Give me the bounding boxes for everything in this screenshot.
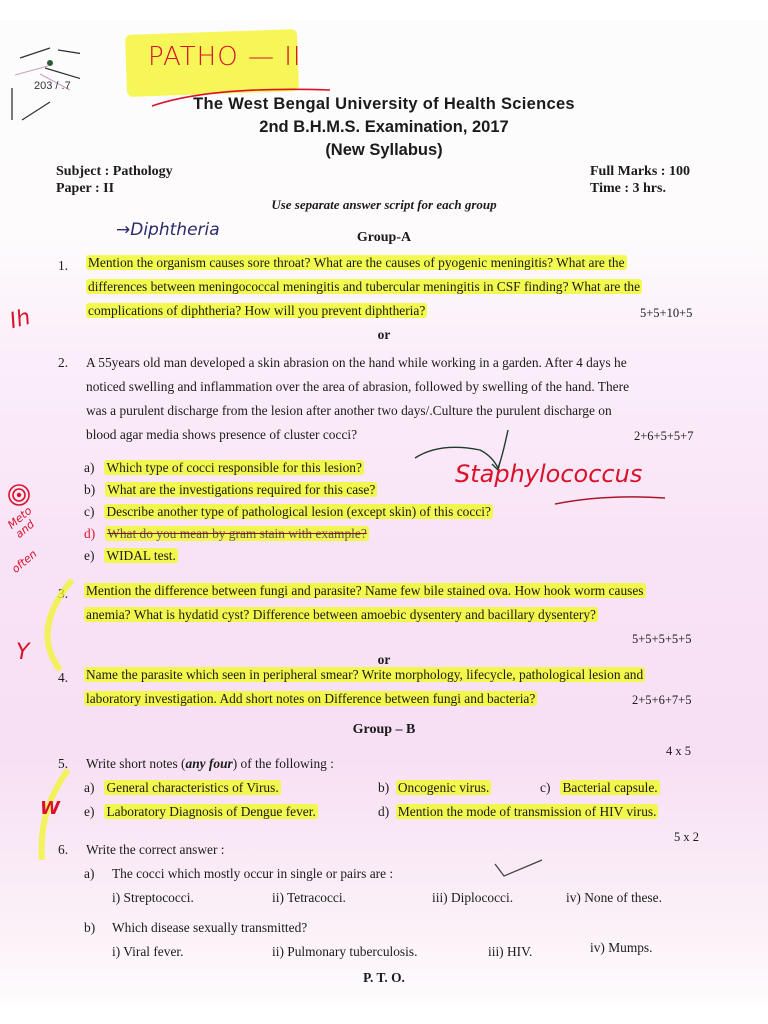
margin-note: Meto and (5, 504, 38, 541)
item-text: Mention the mode of transmission of HIV virus. (397, 804, 657, 819)
question-marks: 5 x 2 (674, 830, 699, 844)
group-a-title: Group-A (356, 230, 412, 245)
subquestion-label: e) (84, 548, 95, 563)
question-number: 6. (58, 842, 69, 857)
subquestion-text: WIDAL test. (106, 548, 176, 563)
mcq-option: i) Viral fever. (112, 944, 184, 959)
subject-label: Subject : Pathology (56, 164, 173, 179)
handwritten-answer: Staphylococcus (455, 460, 643, 488)
mcq-question: Which disease sexually transmitted? (112, 920, 308, 935)
university-name: The West Bengal University of Health Sciences (193, 95, 575, 113)
short-note-item (84, 780, 281, 795)
question-number: 4. (58, 670, 69, 685)
handwritten-title: PATHO — II (148, 42, 302, 72)
short-note-item (540, 780, 660, 795)
question-text: laboratory investigation. Add short notes on Difference between fungi and bacteria? (86, 691, 536, 706)
mcq-option: iii) HIV. (488, 944, 533, 959)
mcq-label: a) (84, 866, 95, 881)
group-b-title: Group – B (352, 722, 416, 737)
item-label: b) (378, 780, 390, 795)
question-5-stem (86, 756, 334, 771)
question-marks: 5+5+10+5 (640, 306, 693, 320)
item-label: e) (84, 804, 95, 819)
short-note-item (84, 804, 318, 819)
subquestion-label: a) (84, 460, 95, 475)
question-4 (84, 667, 724, 706)
exam-title: 2nd B.H.M.S. Examination, 2017 (259, 118, 509, 136)
mcq-option: iii) Diplococci. (432, 890, 514, 905)
subquestion-text: What do you mean by gram stain with example? (107, 526, 367, 541)
margin-mark: W (40, 798, 60, 819)
short-note-item (378, 804, 658, 819)
question-marks: 4 x 5 (666, 744, 691, 758)
subquestion-text: What are the investigations required for this case? (107, 482, 376, 497)
mcq-option: i) Streptococci. (112, 890, 194, 905)
question-1 (86, 255, 716, 318)
mcq-question: The cocci which mostly occur in single or pairs are : (112, 866, 394, 881)
question-6-stem: Write the correct answer : (86, 842, 225, 857)
question-number: 5. (58, 756, 69, 771)
mcq-label: b) (84, 920, 96, 935)
full-marks: Full Marks : 100 (590, 164, 690, 179)
mcq-option: ii) Pulmonary tuberculosis. (272, 944, 418, 959)
question-number: 3. (58, 586, 69, 601)
instruction-text: Use separate answer script for each group (271, 197, 497, 212)
question-text: Mention the organism causes sore throat? What are the causes of pyogenic meningitis? What are the (88, 255, 625, 270)
mcq-option: iv) None of these. (566, 890, 662, 905)
question-number: 1. (58, 258, 69, 273)
item-text: Bacterial capsule. (562, 780, 658, 795)
question-text: Mention the difference between fungi and parasite? Name few bile stained ova. How hook worm causes (86, 583, 644, 598)
handwritten-note-diphtheria: →Diphtheria (116, 220, 220, 240)
mcq-option: iv) Mumps. (590, 940, 653, 955)
question-3 (84, 583, 724, 622)
stem-emphasis: any four (185, 756, 233, 771)
time-allowed: Time : 3 hrs. (590, 181, 666, 196)
question-text: Name the parasite which seen in peripheral smear? Write morphology, lifecycle, pathological lesion and (86, 667, 644, 682)
page-turn-note: P. T. O. (363, 970, 405, 985)
question-text: noticed swelling and inflammation over the area of abrasion, followed by swelling of the hand. There (86, 379, 630, 394)
margin-note: often (9, 547, 40, 576)
subquestion-label: c) (84, 504, 95, 519)
question-marks: 5+5+5+5+5 (632, 632, 692, 646)
or-separator: or (377, 327, 391, 342)
subquestion-label: d) (84, 526, 96, 541)
question-2 (86, 355, 716, 442)
subquestion-text: Which type of cocci responsible for this lesion? (106, 460, 362, 475)
question-number: 2. (58, 355, 69, 370)
question-text: was a purulent discharge from the lesion after another two days/.Culture the purulent discharge on (86, 403, 612, 418)
margin-mark: Ih (7, 304, 34, 335)
question-text: blood agar media shows presence of cluster cocci? (86, 427, 358, 442)
question-text: A 55years old man developed a skin abrasion on the hand while working in a garden. After 4 days he (86, 355, 627, 370)
underline-stroke-icon (555, 490, 675, 510)
paper-label: Paper : II (56, 181, 115, 196)
question-marks: 2+5+6+7+5 (632, 693, 692, 707)
item-label: d) (378, 804, 390, 819)
item-label: c) (540, 780, 551, 795)
checkmark-icon (490, 856, 550, 880)
item-label: a) (84, 780, 95, 795)
question-text: differences between meningococcal meningitis and tubercular meningitis in CSF finding? What are the (88, 279, 641, 294)
exam-paper-sheet (0, 20, 768, 1005)
short-note-item (378, 780, 491, 795)
subquestion-text: Describe another type of pathological lesion (except skin) of this cocci? (106, 504, 491, 519)
margin-mark: Y (16, 640, 30, 665)
stem-text: Write short notes ( (86, 756, 186, 771)
item-text: General characteristics of Virus. (106, 780, 279, 795)
question-text: complications of diphtheria? How will you prevent diphtheria? (88, 303, 426, 318)
question-text: anemia? What is hydatid cyst? Difference between amoebic dysentery and bacillary dysentery? (86, 607, 596, 622)
stem-text: ) of the following : (232, 756, 334, 771)
syllabus-label: (New Syllabus) (325, 141, 443, 159)
or-separator: or (377, 652, 391, 667)
item-text: Laboratory Diagnosis of Dengue fever. (106, 804, 316, 819)
item-text: Oncogenic virus. (397, 780, 490, 795)
paper-code: 203 / .7 (34, 80, 71, 92)
question-marks: 2+6+5+5+7 (634, 429, 694, 443)
mcq-option: ii) Tetracocci. (272, 890, 346, 905)
subquestion-label: b) (84, 482, 96, 497)
